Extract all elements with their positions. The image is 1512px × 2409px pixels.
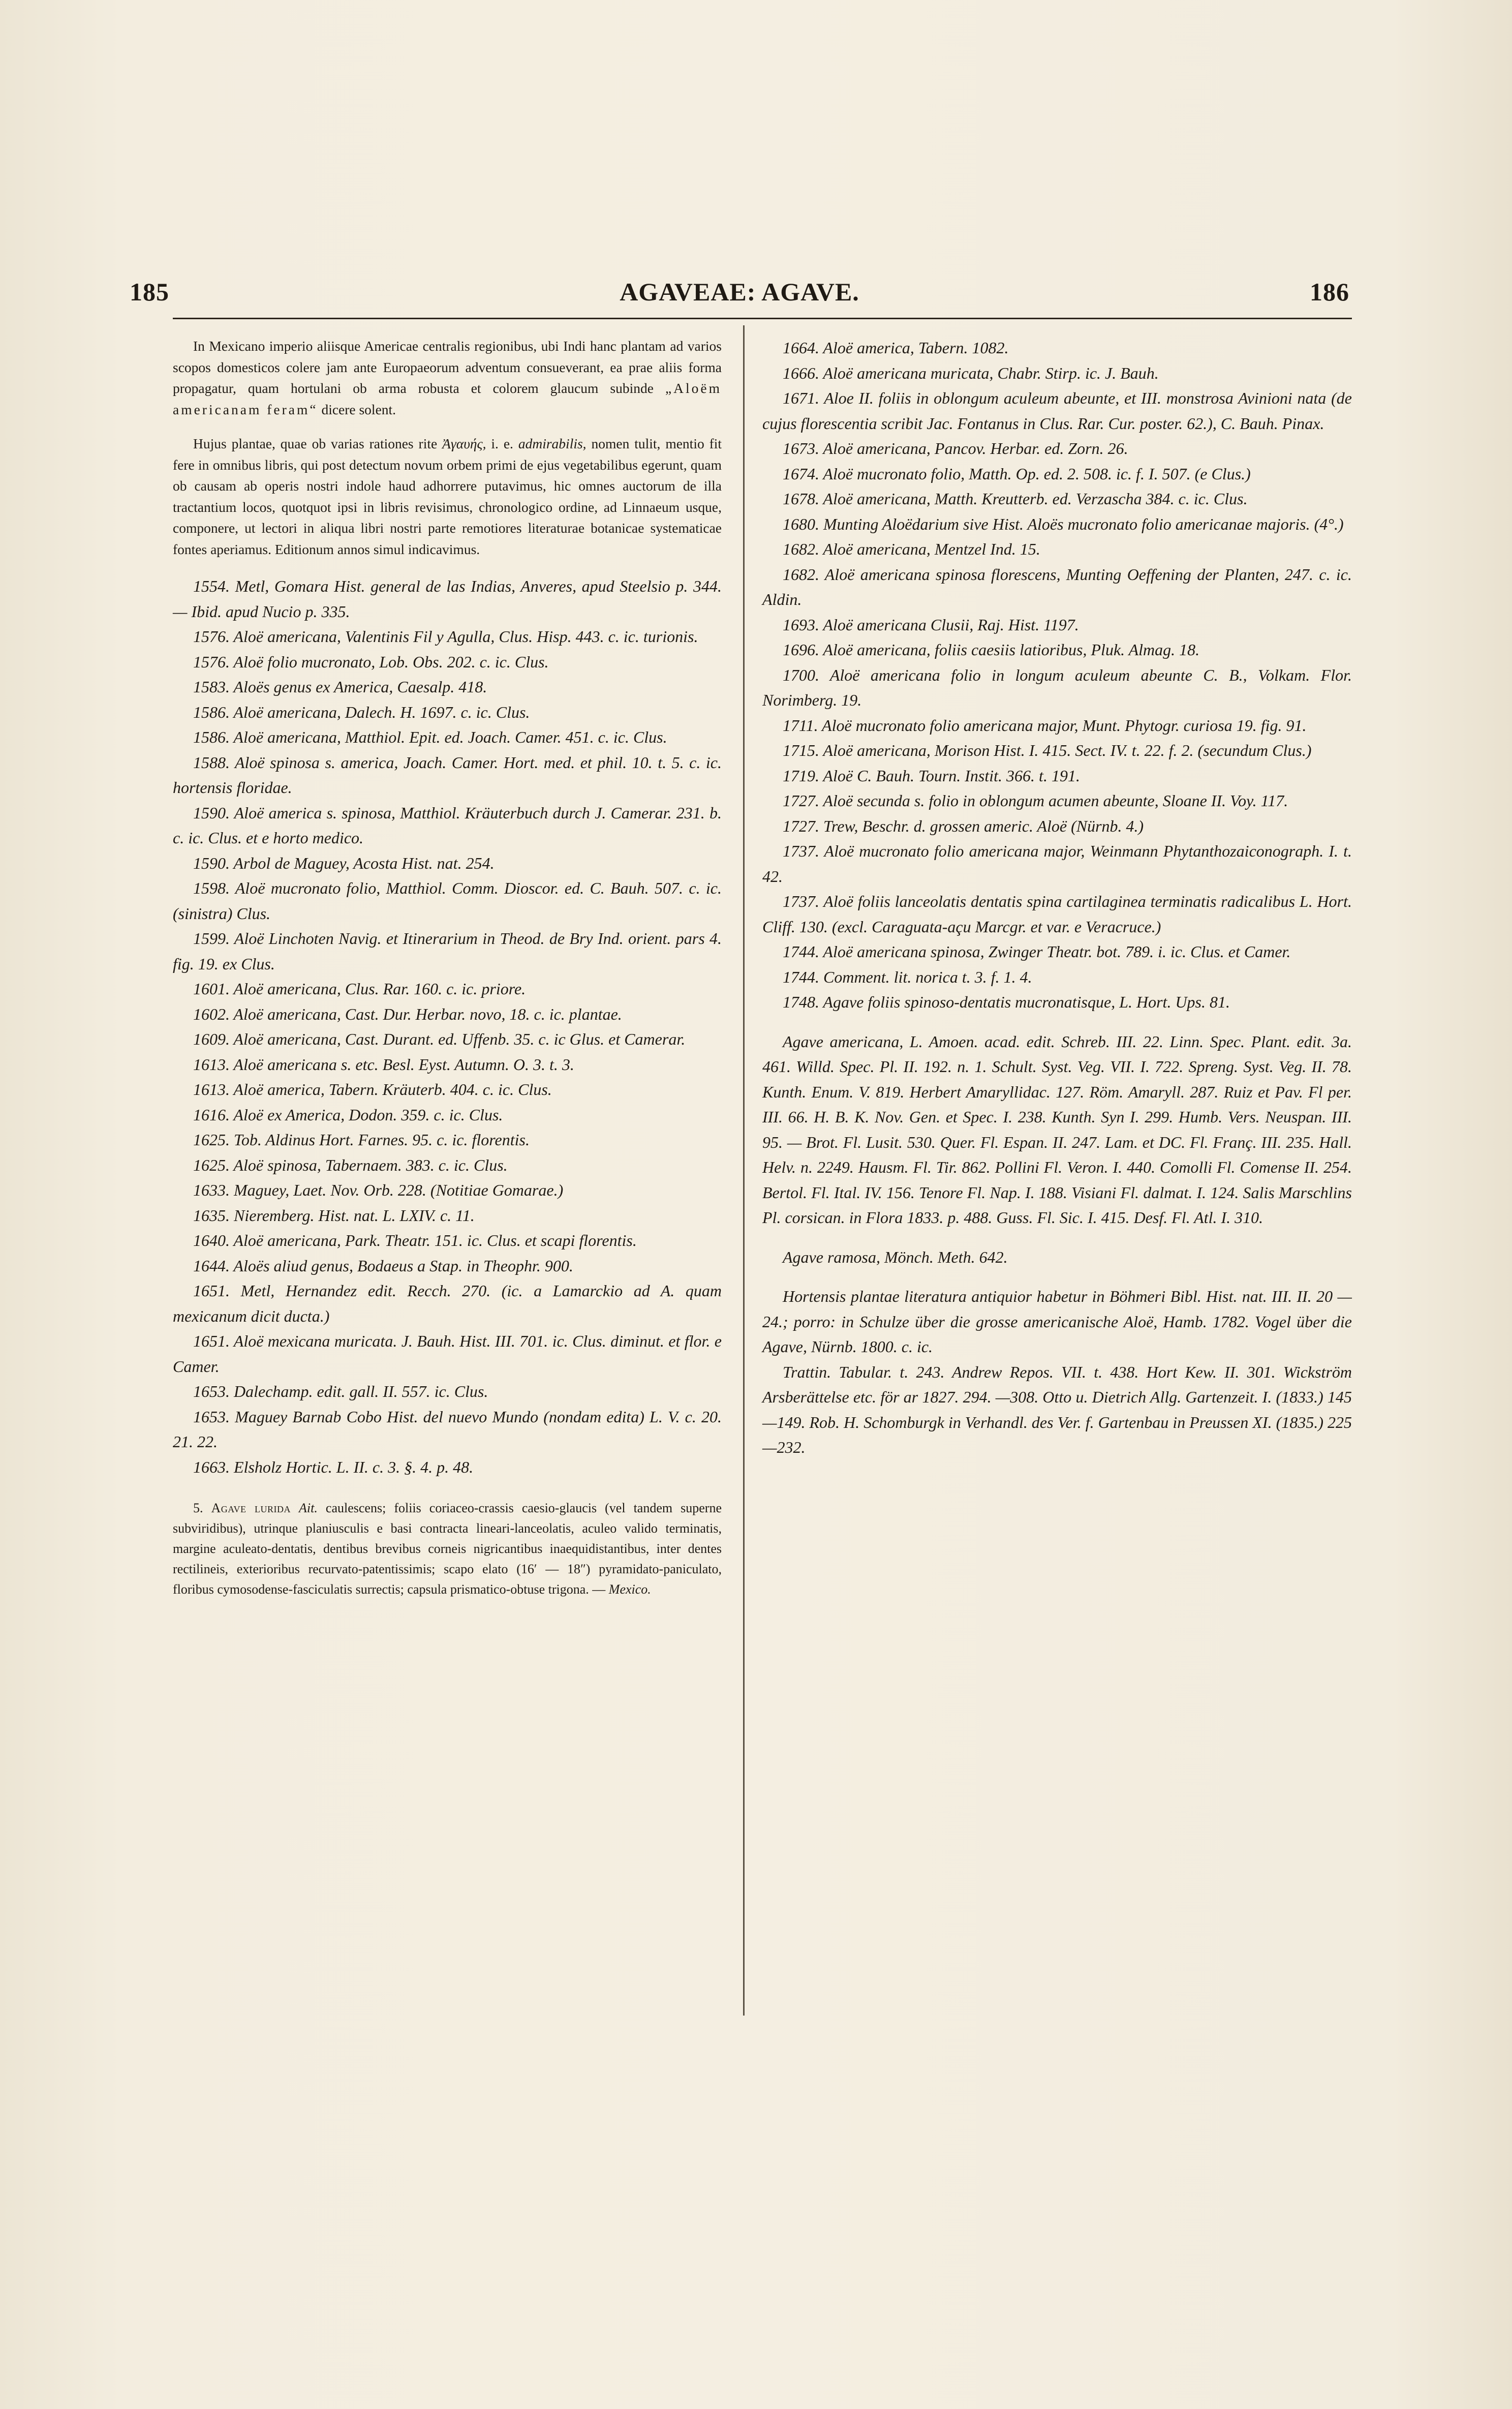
right-page-number: 186 [1310,278,1349,306]
literature-entry: 1616. Aloë ex America, Dodon. 359. c. ic. Clus. [193,1105,503,1124]
literature-entry: 1651. Metl, Hernandez edit. Recch. 270. (ic. a Lamarckio ad A. quam mexicanum dicit ducta.) [173,1282,722,1325]
literature-entry: 1599. Aloë Linchoten Navig. et Itinerarium in Theod. de Bry Ind. orient. pars 4. fig. 19. ex Clus. [173,929,722,973]
literature-entry: 1633. Maguey, Laet. Nov. Orb. 228. (Notitiae Gomarae.) [193,1181,564,1199]
synonymy-paragraph: Agave ramosa, Mönch. Meth. 642. [783,1247,1008,1266]
species-author: Ait. [299,1501,318,1515]
page-header [130,277,1349,318]
right-column [762,336,1352,1460]
literature-entry: 1737. Aloë foliis lanceolatis dentatis spina cartilaginea terminatis radicalibus L. Hort. Cliff. 130. (excl. Caraguata-açu Marcgr. et var. e Veracruce.) [762,892,1352,936]
species-description [173,1498,722,1600]
literature-entry: 1598. Aloë mucronato folio, Matthiol. Comm. Dioscor. ed. C. Bauh. 507. c. ic. (sinistra) Clus. [173,879,722,923]
literature-entry: 1696. Aloë americana, foliis caesiis latioribus, Pluk. Almag. 18. [783,641,1200,659]
literature-entry: 1590. Aloë america s. spinosa, Matthiol. Kräuterbuch durch J. Camerar. 231. b. c. ic. Clus. et e horto medico. [173,803,722,847]
literature-entry: 1674. Aloë mucronato folio, Matth. Op. ed. 2. 508. ic. f. I. 507. (e Clus.) [783,464,1251,483]
literature-entry: 1590. Arbol de Maguey, Acosta Hist. nat. 254. [193,853,495,872]
method-paragraph [173,433,722,560]
literature-entry: 1673. Aloë americana, Pancov. Herbar. ed. Zorn. 26. [783,439,1128,458]
synonymy-paragraph: Agave americana, L. Amoen. acad. edit. Schreb. III. 22. Linn. Spec. Plant. edit. 3a. 461. Willd. Spec. Pl. II. 192. n. 1. Schult. Syst. Veg. VII. I. 722. Spreng. Syst. Veg. II. 78. Kunth. Enum. V. 819. Herbert Amaryllidac. 127. Röm. Amaryll. 287. Ruiz et Pav. Fl per. III. 66. H. B. K. Nov. Gen. et Spec. I. 238. Kunth. Syn I. 299. Humb. Vers. Neuspan. III. 95. — Brot. Fl. Lusit. 530. Quer. Fl. Espan. II. 247. Lam. et DC. Fl. Franç. III. 235. Hall. Helv. n. 2249. Hausm. Fl. Tir. 862. Pollini Fl. Veron. I. 440. Comolli Fl. Comense II. 254. Bertol. Fl. Ital. IV. 156. Tenore Fl. Nap. I. 188. Visiani Fl. dalmat. I. 124. Salis Marschlins Pl. corsican. in Flora 1833. p. 488. Guss. Fl. Sic. I. 415. Desf. Fl. Atl. I. 310. [762,1032,1352,1227]
species-text: caulescens; foliis coriaceo-crassis caesio-glaucis (vel tandem superne subviridibus), utrinque planiusculis e basi contracta lineari-lanceolatis, aculeo valido terminatis, margine aculeato-dentatis, dentibus brevibus corneis nigricantibus inaequidistantibus, inter dentes rectilineis, exterioribus recurvato-patentissimis; scapo elato (16′ — 18″) pyramidato-paniculato, floribus cymosodense-fasciculatis surrectis; capsula prismatico-obtuse trigona. — [173,1501,722,1597]
literature-entry: 1640. Aloë americana, Park. Theatr. 151. ic. Clus. et scapi florentis. [193,1231,637,1249]
literature-entry: 1554. Metl, Gomara Hist. general de las Indias, Anveres, apud Steelsio p. 344. — Ibid. apud Nucio p. 335. [173,577,722,621]
literature-entry: 1737. Aloë mucronato folio americana major, Weinmann Phytanthozaiconograph. I. t. 42. [762,842,1352,886]
literature-entry: 1609. Aloë americana, Cast. Durant. ed. Uffenb. 35. c. ic Glus. et Camerar. [193,1030,686,1048]
method-rest: nomen tulit, mentio fit fere in omnibus libris, qui post detectum novum orbem primi de ejus vegetabilibus egerunt, quam ob causam ab operis nostri indole haud adhorrere putavimus, hic omnes auctorum de illa tractantium locos, quotquot ipsi in libris revisimus, chronologico ordine, ad Linnaeum usque, componere, ut lectori in aliqua libri nostri parte remotiores literaturae botanicae systematicae fontes aperiamus. Editionum annos simul indicavimus. [173,436,722,557]
literature-entry: 1700. Aloë americana folio in longum aculeum abeunte C. B., Volkam. Flor. Norimberg. 19. [762,665,1352,709]
literature-entry: 1682. Aloë americana, Mentzel Ind. 15. [783,540,1040,558]
literature-entry: 1680. Munting Aloëdarium sive Hist. Aloës mucronato folio americanae majoris. (4°.) [783,514,1344,533]
literature-entry: 1586. Aloë americana, Dalech. H. 1697. c. ic. Clus. [193,703,530,721]
literature-entry: 1653. Maguey Barnab Cobo Hist. del nuevo Mundo (nondam edita) L. V. c. 20. 21. 22. [173,1407,722,1451]
method-ie: i. e. [491,436,513,451]
running-title: AGAVEAE: AGAVE. [620,278,859,306]
species-number: 5. [193,1501,203,1515]
header-rule [173,318,1352,319]
admirabilis-word: admirabilis, [518,436,587,451]
literature-entry: 1653. Dalechamp. edit. gall. II. 557. ic. Clus. [193,1382,488,1400]
intro-text: In Mexicano imperio aliisque Americae centralis regionibus, ubi Indi hanc plantam ad varios scopos domesticos colere jam ante Europaeorum adventum consueverant, ea prae aliis forma propagatur, quam hortulani ob arma robusta et colorem glaucum subinde [173,338,722,396]
literature-entry: 1682. Aloë americana spinosa florescens, Munting Oeffening der Planten, 247. c. ic. Aldin. [762,565,1352,608]
literature-entry: 1711. Aloë mucronato folio americana major, Munt. Phytogr. curiosa 19. fig. 91. [783,716,1307,735]
literature-entry: 1601. Aloë americana, Clus. Rar. 160. c. ic. priore. [193,980,526,998]
literature-entry: 1727. Aloë secunda s. folio in oblongum acumen abeunte, Sloane II. Voy. 117. [783,791,1288,810]
left-page-number: 185 [130,278,169,306]
greek-name: Ἀγαυής, [442,436,486,451]
literature-entry: 1715. Aloë americana, Morison Hist. I. 415. Sect. IV. t. 22. f. 2. (secundum Clus.) [783,741,1312,759]
literature-entry: 1588. Aloë spinosa s. america, Joach. Camer. Hort. med. et phil. 10. t. 5. c. ic. hortensis floridae. [173,753,722,797]
literature-entry: 1727. Trew, Beschr. d. grossen americ. Aloë (Nürnb. 4.) [783,816,1144,835]
literature-entry: 1744. Aloë americana spinosa, Zwinger Theatr. bot. 789. i. ic. Clus. et Camer. [783,942,1291,961]
species-name: Agave lurida [211,1501,291,1515]
literature-entry: 1663. Elsholz Hortic. L. II. c. 3. §. 4. p. 48. [193,1457,474,1476]
literature-entry: 1651. Aloë mexicana muricata. J. Bauh. Hist. III. 701. ic. Clus. diminut. et flor. e Camer. [173,1332,722,1376]
literature-entry: 1613. Aloë america, Tabern. Kräuterb. 404. c. ic. Clus. [193,1080,552,1099]
literature-entry: 1664. Aloë america, Tabern. 1082. [783,339,1009,357]
intro-end: dicere solent. [321,401,396,417]
literature-entry: 1583. Aloës genus ex America, Caesalp. 418. [193,678,487,696]
literature-entry: 1625. Aloë spinosa, Tabernaem. 383. c. ic. Clus. [193,1155,508,1174]
method-start: Hujus plantae, quae ob varias rationes rite [193,436,438,451]
literature-entry: 1613. Aloë americana s. etc. Besl. Eyst. Autumn. O. 3. t. 3. [193,1055,574,1074]
column-divider [743,325,745,2016]
literature-list-left [173,574,722,1480]
species-locality: Mexico. [608,1582,651,1597]
synonymy-paragraph: Trattin. Tabular. t. 243. Andrew Repos. VII. t. 438. Hort Kew. II. 301. Wickström Arsberättelse etc. för ar 1827. 294. —308. Otto u. Dietrich Allg. Gartenzeit. I. (1833.) 145—149. Rob. H. Schomburgk in Verhandl. des Ver. f. Gartenbau in Preussen XI. (1835.) 225—232. [762,1362,1352,1456]
literature-entry: 1678. Aloë americana, Matth. Kreutterb. ed. Verzascha 384. c. ic. Clus. [783,490,1248,508]
left-column [173,336,722,1600]
literature-entry: 1625. Tob. Aldinus Hort. Farnes. 95. c. ic. florentis. [193,1131,530,1149]
literature-entry: 1586. Aloë americana, Matthiol. Epit. ed. Joach. Camer. 451. c. ic. Clus. [193,728,667,746]
literature-entry: 1602. Aloë americana, Cast. Dur. Herbar. novo, 18. c. ic. plantae. [193,1004,622,1023]
literature-entry: 1644. Aloës aliud genus, Bodaeus a Stap. in Theophr. 900. [193,1256,573,1275]
literature-entry: 1576. Aloë folio mucronato, Lob. Obs. 202. c. ic. Clus. [193,652,549,671]
literature-list-right [762,336,1352,1460]
literature-entry: 1744. Comment. lit. norica t. 3. f. 1. 4. [783,967,1032,986]
intro-quote: „Aloëm americanam feram“ [173,380,722,417]
literature-entry: 1635. Nieremberg. Hist. nat. L. LXIV. c. 11. [193,1206,475,1225]
literature-entry: 1748. Agave foliis spinoso-dentatis mucronatisque, L. Hort. Ups. 81. [783,993,1230,1011]
synonymy-paragraph: Hortensis plantae literatura antiquior habetur in Böhmeri Bibl. Hist. nat. III. II. 20 — 24.; porro: in Schulze über die grosse americanische Aloë, Hamb. 1782. Vogel über die Agave, Nürnb. 1800. c. ic. [762,1287,1352,1356]
literature-entry: 1671. Aloe II. foliis in oblongum aculeum abeunte, et III. monstrosa Avinioni nata (de cujus florescentia scribit Jac. Fontanus in Clus. Rar. Cur. poster. 62.), C. Bauh. Pinax. [762,389,1352,433]
literature-entry: 1576. Aloë americana, Valentinis Fil y Agulla, Clus. Hisp. 443. c. ic. turionis. [193,627,698,646]
literature-entry: 1719. Aloë C. Bauh. Tourn. Instit. 366. t. 191. [783,766,1080,785]
intro-paragraph [173,336,722,420]
literature-entry: 1666. Aloë americana muricata, Chabr. Stirp. ic. J. Bauh. [783,363,1159,382]
literature-entry: 1693. Aloë americana Clusii, Raj. Hist. 1197. [783,615,1079,634]
